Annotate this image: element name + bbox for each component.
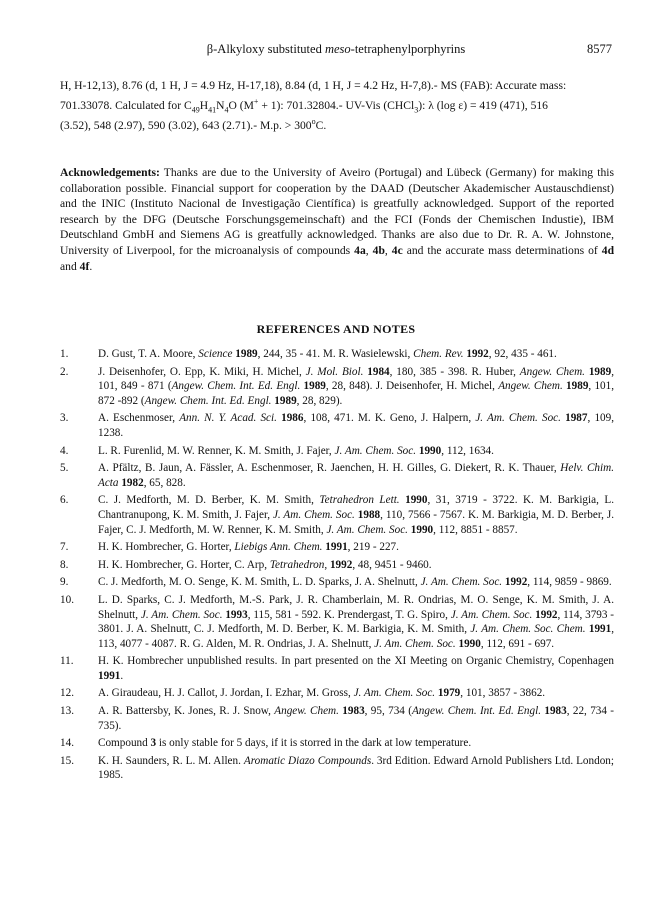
reference-item	[60, 411, 614, 440]
reference-text: A. Eschenmoser, Ann. N. Y. Acad. Sci. 1986, 108, 471. M. K. Geno, J. Halpern, J. Am. Chem. Soc. 1987, 109, 1238.	[98, 412, 615, 439]
reference-number: 2.	[60, 365, 69, 378]
reference-number: 5.	[60, 462, 69, 475]
reference-number: 14.	[60, 737, 74, 750]
reference-item	[60, 686, 614, 701]
reference-number: 10.	[60, 593, 74, 606]
running-header	[60, 42, 612, 60]
reference-text: A. Giraudeau, H. J. Callot, J. Jordan, I. Ezhar, M. Gross, J. Am. Chem. Soc. 1979, 101, 3857 - 3862.	[98, 687, 546, 700]
reference-text: H. K. Hombrecher, G. Horter, C. Arp, Tetrahedron, 1992, 48, 9451 - 9460.	[98, 558, 432, 571]
reference-text: L. D. Sparks, C. J. Medforth, M.-S. Park, J. R. Chamberlain, M. R. Ondrias, M. O. Senge, K. M. Smith, J. A. Shelnutt, J. Am. Chem. Soc. 1993, 115, 581 - 592. K. Prendergast, T. G. Spiro, J. Am. Chem. Soc. 1992, 114, 3793 - 3801. J. A. Shelnutt, C. J. Medforth, M. D. Berber, K. M. Barkigia, K. M. Smith, J. Am. Chem. Soc. Chem. 1991, 113, 4077 - 4087. R. G. Alden, M. R. Ondrias, J. A. Shelnutt, J. Am. Chem. Soc. 1990, 112, 691 - 697.	[98, 593, 615, 650]
spectral-line-3: (3.52), 548 (2.97), 590 (3.02), 643 (2.71).- M.p. > $300^oC$.	[60, 117, 327, 132]
reference-item	[60, 461, 614, 490]
page-number: 8577	[587, 42, 612, 56]
reference-text: K. H. Saunders, R. L. M. Allen. Aromatic Diazo Compounds. 3rd Edition. Edward Arnold Publishers Ltd. London; 1985.	[98, 754, 614, 782]
reference-number: 13.	[60, 705, 74, 718]
reference-number: 9.	[60, 576, 69, 589]
references-heading: REFERENCES AND NOTES	[256, 322, 416, 336]
reference-text: A. R. Battersby, K. Jones, R. J. Snow, Angew. Chem. 1983, 95, 734 (Angew. Chem. Int. Ed. Engl. 1983, 22, 734 - 735).	[98, 705, 615, 732]
reference-number: 4.	[60, 444, 69, 457]
reference-number: 15.	[60, 754, 74, 767]
reference-item	[60, 754, 614, 783]
reference-number: 6.	[60, 494, 69, 507]
reference-number: 7.	[60, 541, 69, 554]
reference-text: A. Pfältz, B. Jaun, A. Fässler, A. Eschenmoser, R. Jaenchen, H. H. Gilles, G. Diekert, R. K. Thauer, Helv. Chim. Acta 1982, 65, 828.	[98, 462, 615, 489]
reference-text: C. J. Medforth, M. D. Berber, K. M. Smith, Tetrahedron Lett. 1990, 31, 3719 - 3722. K. M. Barkigia, L. Chantranupong, K. M. Smith, J. Fajer, J. Am. Chem. Soc. 1988, 110, 7566 - 7567. K. M. Barkigia, M. D. Berber, J. Fajer, C. J. Medforth, M. W. Renner, K. M. Smith, J. Am. Chem. Soc. 1990, 112, 8851 - 8857.	[98, 494, 615, 536]
reference-text: J. Deisenhofer, O. Epp, K. Miki, H. Michel, J. Mol. Biol. 1984, 180, 385 - 398. R. Huber, Angew. Chem. 1989, 101, 849 - 871 (Angew. Chem. Int. Ed. Engl. 1989, 28, 848). J. Deisenhofer, H. Michel, Angew. Chem. 1989, 101, 872 -892 (Angew. Chem. Int. Ed. Engl. 1989, 28, 829).	[98, 365, 615, 407]
running-title: β-Alkyloxy substituted meso-tetraphenylporphyrins	[206, 42, 466, 56]
spectral-line-2: 701.33078. Calculated for $C_{49}H_{41}N_4O$ (M+ + 1): 701.32804.- UV-Vis (CHCl$_3$): λ (log ε) = 419 (471), 516	[60, 97, 548, 115]
reference-item	[60, 558, 614, 573]
reference-item	[60, 593, 614, 651]
reference-item	[60, 493, 614, 537]
reference-item	[60, 444, 614, 459]
reference-item	[60, 540, 614, 555]
reference-item	[60, 347, 614, 362]
acknowledgements-heading: Acknowledgements:	[60, 166, 160, 179]
reference-number: 1.	[60, 348, 69, 360]
spectral-line-1: H, H-12,13), 8.76 (d, 1 H, J = 4.9 Hz, H-17,18), 8.84 (d, 1 H, J = 4.2 Hz, H-7,8).- MS (FAB): Accurate mass:	[60, 79, 567, 92]
reference-text: H. K. Hombrecher, G. Horter, Liebigs Ann. Chem. 1991, 219 - 227.	[98, 541, 399, 554]
reference-item	[60, 365, 614, 409]
spectral-data-paragraph	[60, 76, 614, 136]
reference-number: 8.	[60, 558, 69, 571]
reference-item	[60, 575, 614, 590]
reference-text: C. J. Medforth, M. O. Senge, K. M. Smith, L. D. Sparks, J. A. Shelnutt, J. Am. Chem. Soc. 1992, 114, 9859 - 9869.	[98, 576, 612, 589]
reference-number: 3.	[60, 412, 69, 425]
reference-number: 12.	[60, 687, 74, 700]
reference-text: Compound 3 is only stable for 5 days, if it is storred in the dark at low temperature.	[98, 737, 472, 750]
reference-text: H. K. Hombrecher unpublished results. In part presented on the XI Meeting on Organic Chemistry, Copenhagen 1991.	[98, 655, 614, 682]
reference-text: L. R. Furenlid, M. W. Renner, K. M. Smith, J. Fajer, J. Am. Chem. Soc. 1990, 112, 1634.	[98, 444, 494, 457]
reference-number: 11.	[60, 655, 74, 668]
references-list	[60, 347, 614, 786]
reference-text: D. Gust, T. A. Moore, Science 1989, 244, 35 - 41. M. R. Wasielewski, Chem. Rev. 1992, 92, 435 - 461.	[98, 348, 557, 360]
reference-item	[60, 654, 614, 683]
reference-item	[60, 704, 614, 733]
reference-item	[60, 736, 614, 751]
acknowledgements-paragraph: Acknowledgements: Thanks are due to the University of Aveiro (Portugal) and Lübeck (Germany) for making this collaboration possible. Financial support for cooperation by the DAAD (Deutscher Akademischer Austauschdienst) and the INIC (Instituto Nacional de Investigação Científica) is greatfully acknowledged. Support of the reported research by the DFG (Deutsche Forschungsgemeinschaft) and the FCI (Fonds der Chemischen Industie), IBM Deutschland GmbH and Siemens AG is greatfully acknowledged. Thanks are also due to Dr. R. A. W. Johnstone, University of Liverpool, for the microanalysis of compounds 4a, 4b, 4c and the accurate mass determinations of 4d and 4f.	[60, 166, 615, 273]
